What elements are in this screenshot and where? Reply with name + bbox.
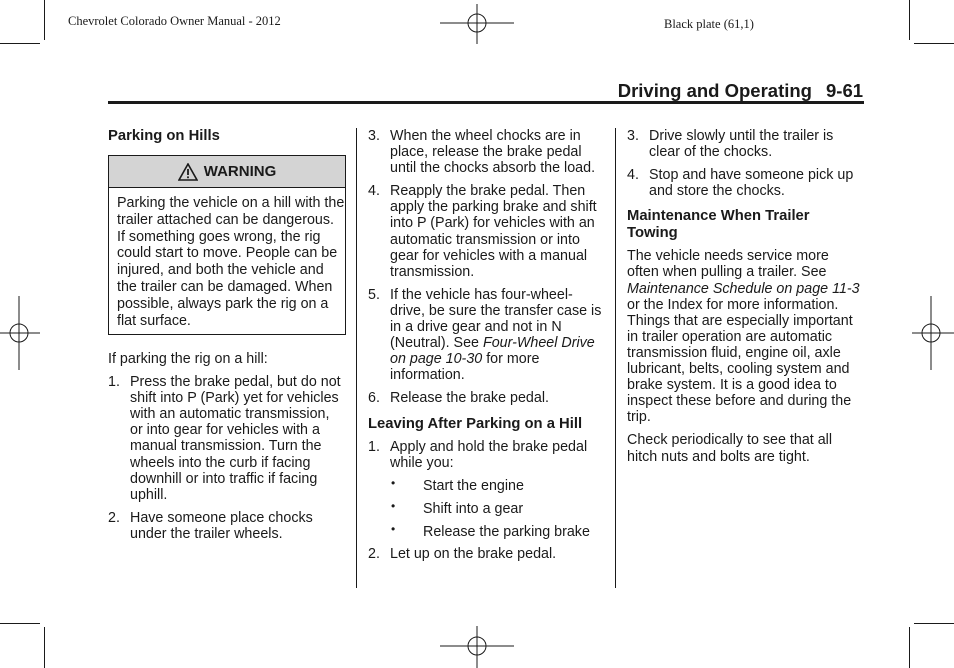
- list-number: 2.: [368, 545, 380, 562]
- list-item: [368, 128, 606, 176]
- warning-icon: [178, 163, 198, 181]
- list-number: 4.: [627, 167, 639, 184]
- paragraph-text: or the Index for more information. Things that are especially important in trailer operation are automatic transmission fluid, engine oil, axle lubricant, belts, cooling system and brake system. It is a good idea to inspect these before and during the trip.: [627, 296, 853, 426]
- maintenance-paragraph: [627, 248, 863, 425]
- list-item: [108, 374, 346, 503]
- list-text: Have someone place chocks under the trailer wheels.: [130, 509, 313, 542]
- list-item: [627, 128, 863, 160]
- bullet-item: [368, 521, 606, 540]
- column-divider: [615, 128, 616, 588]
- manual-title: Chevrolet Colorado Owner Manual - 2012: [68, 14, 281, 28]
- list-text: Reapply the brake pedal. Then apply the parking brake and shift into P (Park) for vehicles with an automatic transmission or into gear for vehicles with a manual transmission.: [390, 183, 597, 280]
- warning-title: WARNING: [203, 163, 277, 180]
- list-number: 3.: [627, 128, 639, 144]
- list-item: [368, 390, 606, 406]
- list-item: [627, 167, 863, 199]
- check-paragraph: Check periodically to see that all hitch nuts and bolts are tight.: [627, 432, 833, 465]
- registration-mark-left: [0, 296, 40, 370]
- page-number: 9-61: [826, 80, 864, 101]
- list-item: [368, 546, 606, 562]
- column-3: [627, 128, 863, 465]
- list-text: Release the brake pedal.: [390, 390, 549, 407]
- list-item: [368, 183, 606, 280]
- maintenance-heading: Maintenance When Trailer Towing: [627, 208, 810, 242]
- list-text: Apply and hold the brake pedal while you:: [390, 438, 588, 471]
- list-number: 2.: [108, 509, 120, 526]
- column-1-lower: [108, 351, 346, 542]
- list-text: If the vehicle has four-wheel-drive, be sure the transfer case is in a drive gear and not in N (Neutral). See: [390, 286, 602, 352]
- list-number: 4.: [368, 183, 380, 200]
- bullet-text: Start the engine: [423, 477, 524, 494]
- registration-mark-right: [912, 296, 954, 370]
- plate-label: Black plate (61,1): [664, 17, 754, 31]
- parking-on-hills-heading: Parking on Hills: [108, 128, 220, 144]
- list-number: 6.: [368, 390, 380, 407]
- list-text: Let up on the brake pedal.: [390, 545, 557, 562]
- list-text: for more information.: [390, 351, 540, 384]
- list-number: 1.: [368, 438, 380, 455]
- list-text: When the wheel chocks are in place, release the brake pedal until the chocks absorb the load.: [390, 128, 596, 177]
- four-wheel-drive-link[interactable]: Four-Wheel Drive on page 10-30: [390, 335, 595, 368]
- list-number: 3.: [368, 128, 380, 144]
- intro-text: If parking the rig on a hill:: [108, 351, 268, 367]
- maintenance-schedule-link[interactable]: Maintenance Schedule on page 11-3: [627, 280, 860, 297]
- section-title: Driving and Operating: [617, 80, 812, 101]
- warning-header: [109, 156, 345, 188]
- column-2: [368, 128, 606, 562]
- leaving-heading: Leaving After Parking on a Hill: [368, 415, 583, 432]
- bullet-item: [368, 498, 606, 517]
- bullet-text: Release the parking brake: [423, 523, 590, 540]
- list-text: Drive slowly until the trailer is clear of the chocks.: [649, 128, 834, 161]
- column-1: [108, 128, 346, 145]
- registration-mark-bottom: [440, 626, 514, 668]
- bullet-icon: •: [391, 475, 396, 490]
- list-item: [368, 287, 606, 384]
- bullet-item: [368, 475, 606, 494]
- warning-box: [108, 155, 346, 335]
- bullet-text: Shift into a gear: [423, 500, 524, 517]
- paragraph-text: The vehicle needs service more often when pulling a trailer. See: [627, 248, 829, 281]
- warning-text: Parking the vehicle on a hill with the trailer attached can be dangerous. If something goes wrong, the rig could start to move. People can be injured, and both the vehicle and the trailer can be damaged. When possible, always park the rig on a flat surface.: [117, 195, 345, 329]
- list-number: 1.: [108, 374, 120, 391]
- list-item: [368, 439, 606, 471]
- list-item: [108, 510, 346, 542]
- bullet-icon: •: [391, 521, 396, 536]
- registration-mark-top: [440, 4, 514, 44]
- header-rule: [108, 101, 864, 104]
- list-number: 5.: [368, 286, 380, 303]
- list-text: Stop and have someone pick up and store the chocks.: [649, 167, 854, 200]
- column-divider: [356, 128, 357, 588]
- list-text: Press the brake pedal, but do not shift into P (Park) yet for vehicles with an automatic transmission, or into gear for vehicles with a manual transmission. Turn the wheels into the curb if facing downhill or into traffic if facing uphill.: [130, 374, 341, 503]
- bullet-icon: •: [391, 498, 396, 513]
